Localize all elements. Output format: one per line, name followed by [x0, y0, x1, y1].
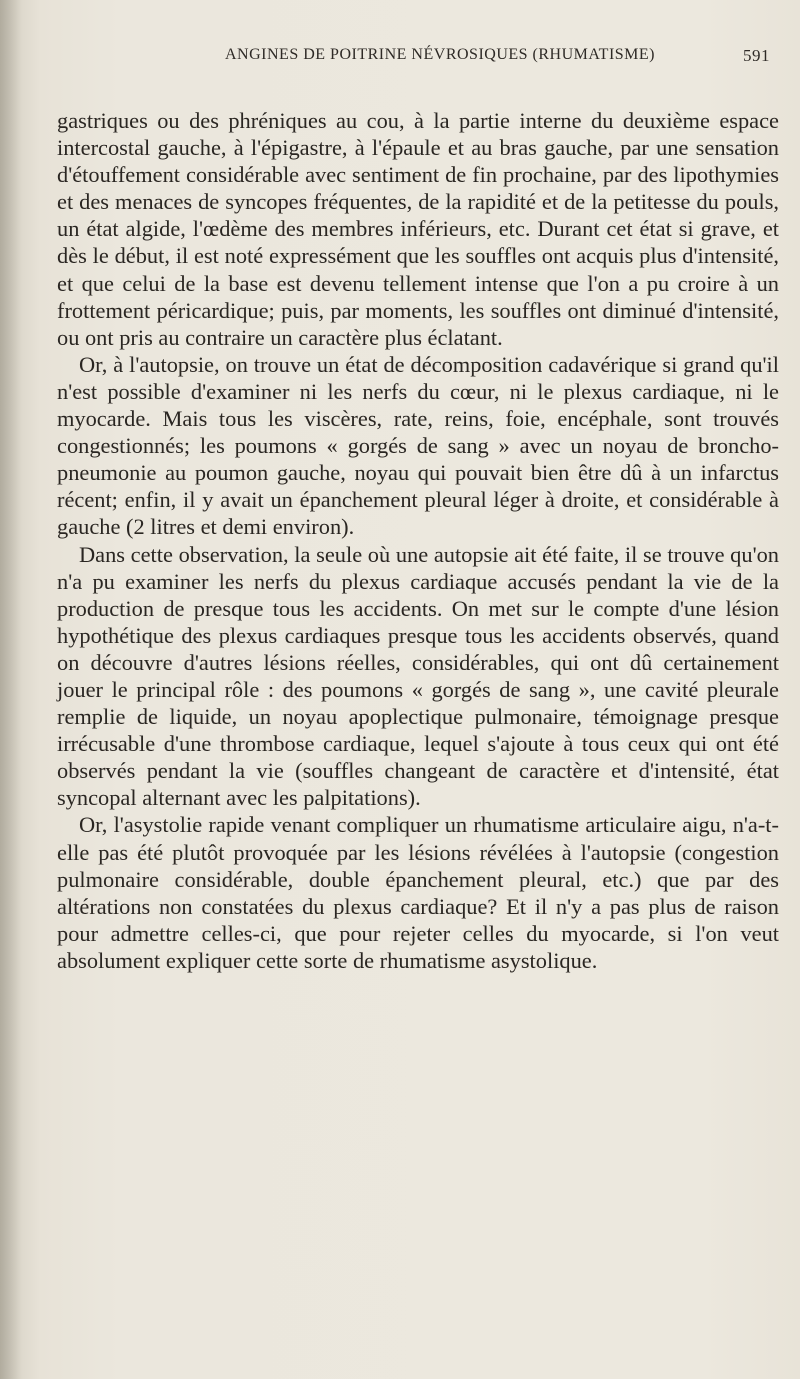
paragraph-4: Or, l'asystolie rapide venant compliquer un rhumatisme articulaire aigu, n'a-t-elle pas été plutôt provoquée par les lésions révélées à l'autopsie (congestion pulmonaire considérable, double épanchement pleural, etc.) que par des altérations non constatées du plexus cardiaque? Et il n'y a pas plus de raison pour admettre celles-ci, que pour rejeter celles du myocarde, si l'on veut absolument expliquer cette sorte de rhumatisme asystolique.: [57, 812, 779, 973]
page-number: 591: [743, 46, 770, 65]
running-header-title: ANGINES DE POITRINE NÉVROSIQUES (RHUMATISME): [225, 46, 655, 63]
page-gutter-shadow: [0, 0, 22, 1379]
running-header: [225, 42, 770, 70]
paragraph-1: gastriques ou des phréniques au cou, à la partie interne du deuxième espace intercostal gauche, à l'épigastre, à l'épaule et au bras gauche, par une sensation d'étouffement considérable avec sentiment de fin prochaine, par des lipothymies et des menaces de syncopes fréquentes, de la rapidité et de la petitesse du pouls, un état algide, l'œdème des membres inférieurs, etc. Durant cet état si grave, et dès le début, il est noté expressément que les souffles ont acquis plus d'intensité, et que celui de la base est devenu tellement intense que l'on a pu croire à un frottement péricardique; puis, par moments, les souffles ont diminué d'intensité, ou ont pris au contraire un caractère plus éclatant.: [57, 108, 779, 350]
body-text: [57, 107, 779, 974]
paragraph-2: Or, à l'autopsie, on trouve un état de décomposition cadavérique si grand qu'il n'est possible d'examiner ni les nerfs du cœur, ni le plexus cardiaque, ni le myocarde. Mais tous les viscères, rate, reins, foie, encéphale, sont trouvés congestionnés; les poumons « gorgés de sang » avec un noyau de broncho-pneumonie au poumon gauche, noyau qui pouvait bien être dû à un infarctus récent; enfin, il y avait un épanchement pleural léger à droite, et considérable à gauche (2 litres et demi environ).: [57, 351, 779, 540]
paragraph-3: Dans cette observation, la seule où une autopsie ait été faite, il se trouve qu'on n'a pu examiner les nerfs du plexus cardiaque accusés pendant la vie de la production de presque tous les accidents. On met sur le compte d'une lésion hypothétique des plexus cardiaques presque tous les accidents observés, quand on découvre d'autres lésions réelles, considérables, qui ont dû certainement jouer le principal rôle : des poumons « gorgés de sang », une cavité pleurale remplie de liquide, un noyau apoplectique pulmonaire, témoignage presque irrécusable d'une thrombose cardiaque, lequel s'ajoute à tous ceux qui ont été observés pendant la vie (souffles changeant de caractère et d'intensité, état syncopal alternant avec les palpitations).: [57, 541, 779, 811]
